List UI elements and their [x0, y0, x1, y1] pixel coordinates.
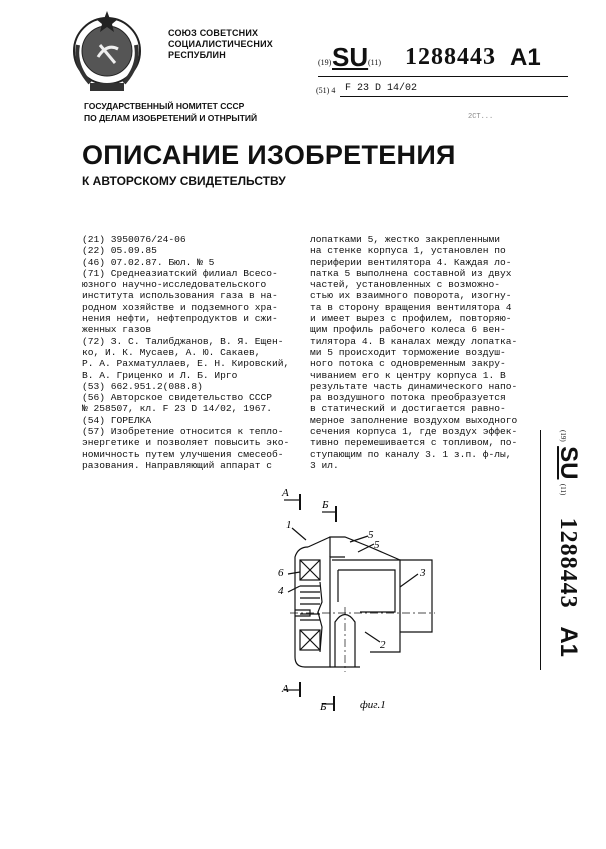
side-code-11: (11)	[559, 483, 567, 496]
side-rule	[540, 430, 541, 670]
left-line: нения нефти, нефтепродуктов и сжи-	[82, 313, 278, 325]
union-line-2: СОЦИАЛИСТИЧЕСНИХ	[168, 39, 273, 49]
left-line: (57) Изобретение относится к тепло-	[82, 426, 284, 438]
left-line: (72) З. С. Талибджанов, В. Я. Ещен-	[82, 335, 284, 347]
label-5b: 5	[374, 539, 380, 551]
right-line: ступающим по каналу 3. 1 з.п. ф-лы,	[310, 448, 512, 460]
side-country: SU	[555, 446, 582, 480]
left-line: ко, И. К. Мусаев, А. Ю. Сакаев,	[82, 346, 261, 358]
right-column	[310, 234, 517, 471]
left-line: (54) ГОРЕЛКА	[82, 414, 152, 426]
committee-line-2: ПО ДЕЛАМ ИЗОБРЕТЕНИЙ И ОТНРЫТИЙ	[84, 113, 258, 123]
left-line: (22) 05.09.85	[82, 245, 157, 257]
right-line: ми 5 происходит торможение воздуш-	[310, 346, 506, 358]
faint-mark: 2СТ...	[468, 113, 494, 121]
side-kind: A1	[555, 626, 582, 658]
side-code-19: (19)	[559, 430, 567, 442]
label-2: 2	[380, 639, 386, 651]
country-code: SU	[332, 42, 369, 72]
outlet	[400, 560, 432, 632]
ipc-rule	[340, 96, 568, 97]
left-line: В. А. Гриценко и Л. Б. Ирго	[82, 369, 238, 381]
ipc-class: F 23 D 14/02	[345, 83, 418, 94]
label-section-a-top: А	[282, 487, 289, 499]
patent-number: 1288443	[405, 44, 496, 70]
left-line: энергетике и позволяет повысить эко-	[82, 437, 290, 449]
union-line-3: РЕСПУБЛИН	[168, 50, 226, 60]
document-title: ОПИСАНИЕ ИЗОБРЕТЕНИЯ	[82, 140, 456, 170]
union-name	[168, 28, 273, 61]
right-line: периферии вентилятора 4. Каждая ло-	[310, 256, 512, 268]
right-line: ра воздушного потока преобразуется	[310, 392, 506, 404]
label-section-b-bottom: Б	[320, 701, 327, 712]
union-line-1: СОЮЗ СОВЕТСНИХ	[168, 28, 259, 38]
left-line: номичность путем улучшения смесеоб-	[82, 448, 284, 460]
code-11: (11)	[368, 58, 382, 67]
left-column	[82, 234, 289, 471]
right-line: патка 5 выполнена составной из двух	[310, 267, 512, 279]
left-line: (46) 07.02.87. Бюл. № 5	[82, 256, 215, 268]
burner-drawing	[270, 482, 450, 712]
right-line: на стенке корпуса 1, установлен по	[310, 245, 506, 257]
right-line: тивно перемешивается с топливом, по-	[310, 437, 518, 449]
label-section-b-top: Б	[322, 499, 329, 511]
label-3: 3	[420, 567, 426, 579]
committee-name	[84, 100, 257, 124]
side-patent-number	[546, 430, 586, 670]
left-line: (53) 662.951.2(088.8)	[82, 380, 203, 392]
ipc-label: (51) 4	[316, 86, 336, 95]
left-line: юзного научно-исследовательского	[82, 279, 267, 291]
left-line: (56) Авторское свидетельство СССР	[82, 392, 272, 404]
left-line: разования. Направляющий аппарат с	[82, 459, 272, 471]
right-line: тилятора 4. В каналах между лопатка-	[310, 335, 518, 347]
label-4: 4	[278, 585, 284, 597]
committee-line-1: ГОСУДАРСТВЕННЫЙ НОМИТЕТ СССР	[84, 101, 245, 111]
right-line: 3 ил.	[310, 459, 339, 471]
right-line: в статический и достигается равно-	[310, 403, 506, 415]
code-19: (19)	[318, 58, 332, 67]
right-line: частей, установленных с возможно-	[310, 279, 500, 291]
side-number: 1288443	[555, 517, 581, 609]
left-line: родном хозяйстве и подземного хра-	[82, 301, 278, 313]
left-line: (71) Среднеазиатский филиал Всесо-	[82, 267, 278, 279]
right-line: сечения корпуса 1, где воздух эффек-	[310, 426, 518, 438]
left-line: женных газов	[82, 324, 152, 336]
label-6: 6	[278, 567, 284, 579]
ussr-emblem	[60, 5, 155, 100]
right-line: лопатками 5, жестко закрепленными	[310, 234, 500, 245]
label-5a: 5	[368, 529, 374, 541]
left-line: института использования газа в на-	[82, 290, 278, 302]
kind-code: A1	[510, 44, 541, 71]
left-line: № 258507, кл. F 23 D 14/02, 1967.	[82, 403, 272, 415]
label-1: 1	[286, 519, 292, 531]
right-line: чиванием его к центру корпуса 1. В	[310, 369, 506, 381]
right-line: результате часть динамического напо-	[310, 380, 518, 392]
left-line: (21) 3950076/24-06	[82, 234, 186, 245]
label-section-a-bottom: А	[282, 683, 289, 695]
right-line: щим профиль рабочего колеса 6 вен-	[310, 324, 506, 336]
right-line: та в сторону вращения вентилятора 4	[310, 301, 512, 313]
right-line: и имеет вырез с профилем, повторяю-	[310, 313, 512, 325]
right-line: мерное заполнение воздухом выходного	[310, 414, 518, 426]
right-line: стью их взаимного поворота, изогну-	[310, 290, 512, 302]
figure-caption: фиг.1	[360, 699, 386, 711]
document-subtitle: К АВТОРСКОМУ СВИДЕТЕЛЬСТВУ	[82, 174, 286, 188]
left-line: Р. А. Рахматуллаев, Е. Н. Кировский,	[82, 358, 290, 370]
right-line: ного потока с одновременным закру-	[310, 358, 506, 370]
